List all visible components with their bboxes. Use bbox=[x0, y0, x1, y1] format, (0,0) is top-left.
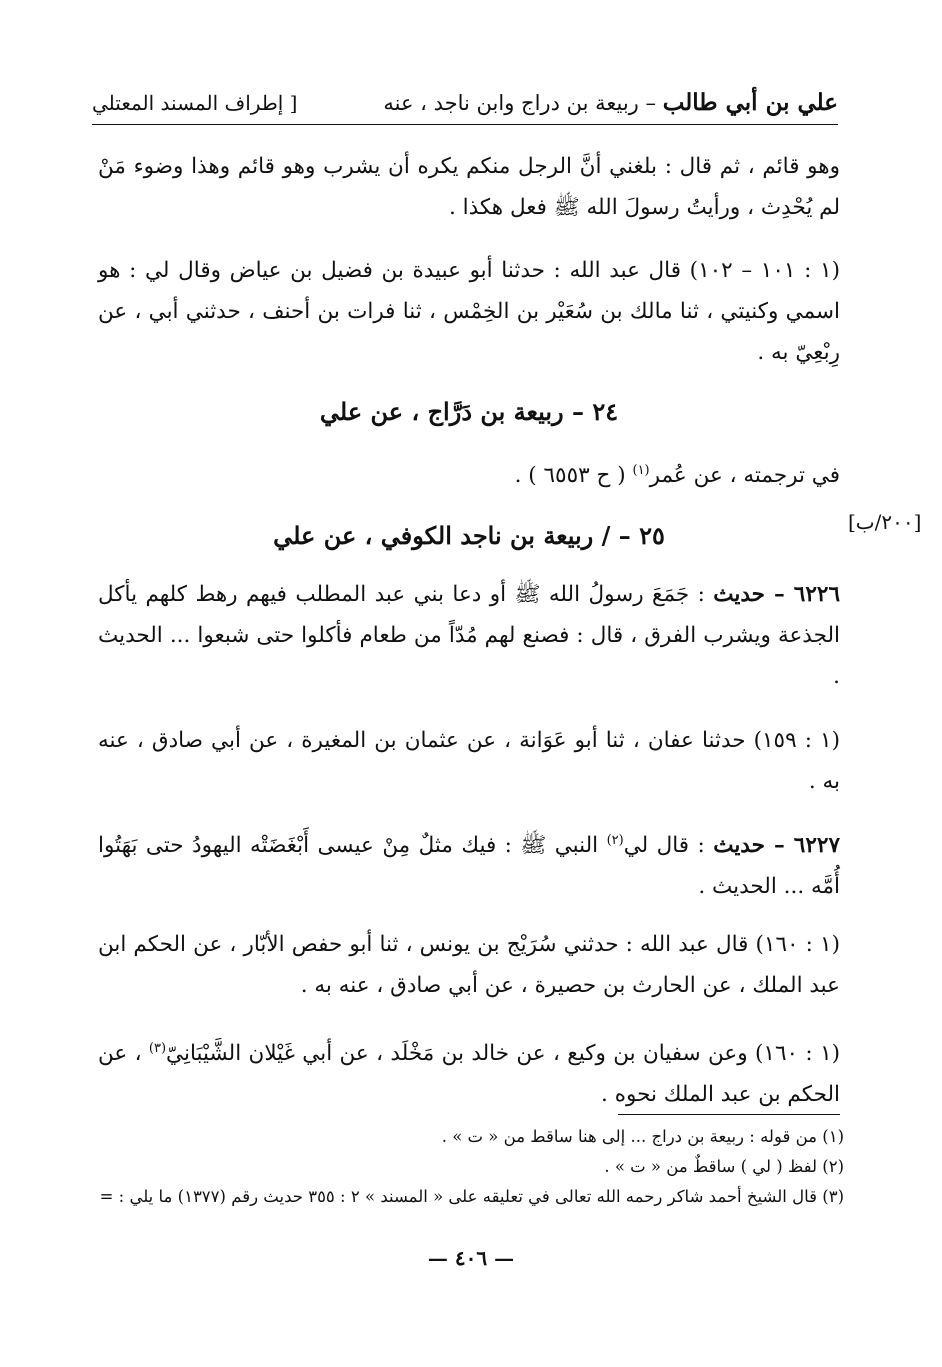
paragraph-3 bbox=[98, 450, 840, 496]
footnote-divider bbox=[618, 1114, 840, 1115]
section-25-title: ٢٥ – / ربيعة بن ناجد الكوفي ، عن علي bbox=[273, 521, 665, 550]
footnote-ref-2: (٢) bbox=[606, 833, 624, 848]
paragraph-2: (١ : ١٠١ – ١٠٢) قال عبد الله : حدثنا أبو عبيدة بن فضيل بن عياض وقال لي : هو اسمي وكنيتي ، ثنا مالك بن سُعَيْر بن الخِمْس ، ثنا فرات بن أحنف ، حدثني أبي ، عن رِبْعِيّ به . bbox=[98, 258, 840, 365]
header-book-title: [ إطراف المسند المعتلي bbox=[92, 91, 298, 115]
hadith-6227 bbox=[98, 820, 840, 907]
paragraph-4: (١ : ١٥٩) حدثنا عفان ، ثنا أبو عَوَانة ، عن عثمان بن المغيرة ، عن أبي صادق ، عنه به . bbox=[98, 728, 840, 794]
footnote-1: (١) من قوله : ربيعة بن دراج ... إلى هنا ساقط من « ت » . bbox=[441, 1127, 844, 1146]
paragraph-3-tail: ( ح ٦٥٥٣ ) . bbox=[514, 463, 633, 489]
margin-folio-note: [٢٠٠/ب] bbox=[848, 510, 922, 534]
paragraph-5: (١ : ١٦٠) قال عبد الله : حدثني سُرَيْج بن يونس ، ثنا أبو حفص الأبّار ، عن الحكم ابن عبد الملك ، عن الحارث بن حصيرة ، عن أبي صادق ، عنه به . bbox=[98, 932, 840, 998]
hadith-6227-label: – حديث bbox=[713, 833, 794, 859]
footnotes bbox=[90, 1122, 844, 1212]
header-chapter-subtitle: – ربيعة بن دراج وابن ناجد ، عنه bbox=[383, 91, 656, 115]
paragraph-3-text: في ترجمته ، عن عُمر bbox=[649, 463, 840, 489]
hadith-6227-text-b: النبي ﷺ : فيك مثلٌ مِنْ عيسى أَبْغَضَتْه اليهودُ حتى بَهَتُوا أُمَّه ... الحديث . bbox=[98, 833, 840, 900]
hadith-6227-text-a: : قال لي bbox=[623, 833, 714, 859]
paragraph-6-text-b: ، عن الحكم بن عبد الملك نحوه . bbox=[98, 1041, 840, 1108]
footnote-ref-1: (١) bbox=[632, 463, 650, 478]
paragraph-6 bbox=[98, 1028, 840, 1115]
hadith-6226-text: : جَمَعَ رسولُ الله ﷺ أو دعا بني عبد المطلب فيهم رهط كلهم يأكل الجذعة ويشرب الفرق ، قال : فصنع لهم مُدّاً من طعام فأكلوا حتى شبعوا ... الحديث . bbox=[98, 582, 840, 689]
page-number: — ٤٠٦ — bbox=[427, 1246, 515, 1270]
paragraph-1: وهو قائم ، ثم قال : بلغني أنَّ الرجل منكم يكره أن يشرب وهو قائم وهذا وضوء مَنْ لم يُحْدِث ، ورأيتُ رسولَ الله ﷺ فعل هكذا . bbox=[98, 154, 840, 220]
header-chapter-title: علي بن أبي طالب bbox=[662, 89, 838, 116]
footnote-ref-3: (٣) bbox=[148, 1041, 167, 1056]
footnote-2: (٢) لفظ ( لي ) ساقطٌ من « ت » . bbox=[604, 1157, 844, 1176]
running-header bbox=[92, 88, 838, 125]
section-24-title: ٢٤ – ربيعة بن دَرَّاج ، عن علي bbox=[319, 397, 619, 426]
header-chapter bbox=[383, 88, 838, 118]
paragraph-6-text-a: (١ : ١٦٠) وعن سفيان بن وكيع ، عن خالد بن مَخْلَد ، عن أبي غَيْلان الشَّيْبَانِيّ bbox=[166, 1041, 841, 1067]
hadith-6227-number: ٦٢٢٧ bbox=[793, 833, 840, 859]
hadith-6226 bbox=[98, 574, 840, 697]
hadith-6226-number: ٦٢٢٦ bbox=[793, 582, 840, 607]
hadith-6226-label: – حديث bbox=[713, 582, 794, 607]
footnote-3: (٣) قال الشيخ أحمد شاكر رحمه الله تعالى في تعليقه على « المسند » ٢ : ٣٥٥ حديث رقم (١٣٧٧) ما يلي : = bbox=[99, 1187, 844, 1206]
